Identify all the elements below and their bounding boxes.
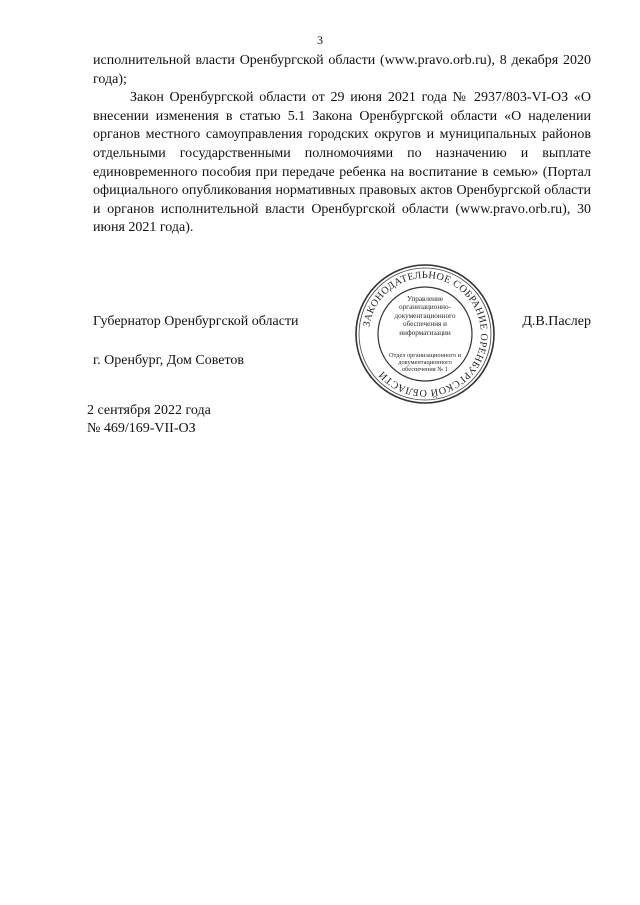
- paragraph-law-reference: Закон Оренбургской области от 29 июня 2021 года № 2937/803-VI-ОЗ «О внесении изменения в статью 5.1 Закона Оренбургской области «О наделении органов местного самоуправления городских округов и муниципальных районов отдельными государственными полномочиями по назначению и выплате единовременного пособия при передаче ребенка на воспитание в семью» (Портал официального опубликования нормативных правовых актов Оренбургской области и органов исполнительной власти Оренбургской области (www.pravo.orb.ru), 30 июня 2021 года).: [93, 90, 591, 236]
- document-registration: [87, 402, 211, 438]
- official-seal: [354, 263, 496, 405]
- signatory-name: Д.В.Паслер: [522, 314, 591, 329]
- signature-row: [93, 314, 591, 330]
- seal-department-text: Отдел организационного и документационного обеспечения № 1: [389, 352, 461, 373]
- body-text: [93, 52, 591, 238]
- seal-center-text: Управление организационно-документационного обеспечения и информатизации: [394, 295, 456, 337]
- seal-ring-text: ЗАКОНОДАТЕЛЬНОЕ СОБРАНИЕ ОРЕНБУРГСКОЙ ОБЛАСТИ: [361, 269, 490, 399]
- page-number: 3: [317, 33, 323, 47]
- document-date: 2 сентября 2022 года: [87, 403, 211, 418]
- document-number: № 469/169-VII-ОЗ: [87, 421, 196, 436]
- paragraph-continuation: исполнительной власти Оренбургской области (www.pravo.orb.ru), 8 декабря 2020 года);: [93, 53, 591, 87]
- signing-place: г. Оренбург, Дом Советов: [93, 353, 244, 368]
- signatory-position: Губернатор Оренбургской области: [93, 314, 299, 329]
